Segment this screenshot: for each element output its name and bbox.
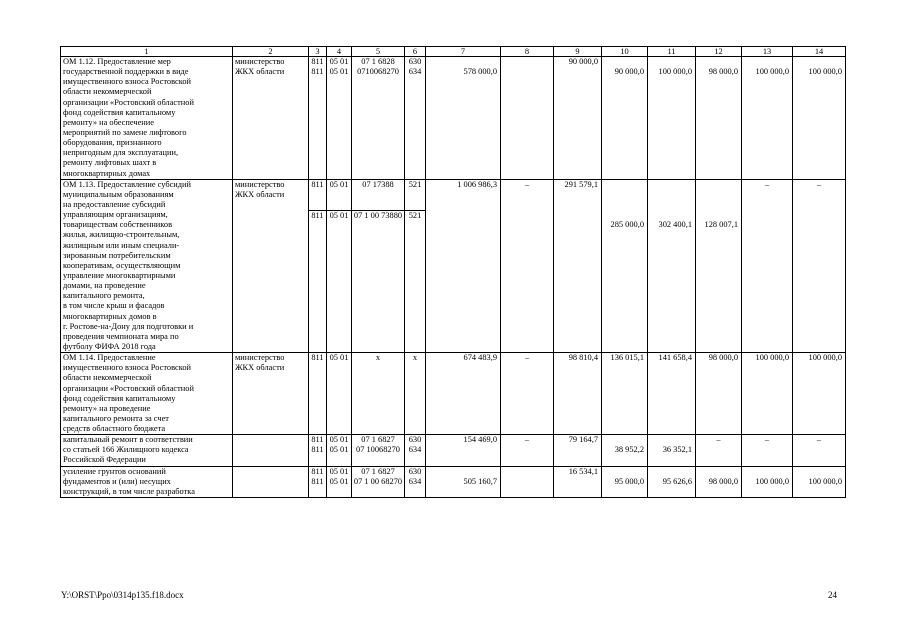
- section-code: 05 01: [327, 179, 352, 210]
- col-number: 4: [327, 47, 352, 57]
- table-row-soil-reinforcement: [61, 466, 846, 497]
- col-number: 6: [405, 47, 426, 57]
- measure-name: ОМ 1.13. Предоставление субсидий муниципальным образованиям на предоставление субсидий: [61, 179, 233, 210]
- value-col9: 291 579,1: [554, 179, 602, 352]
- grbs-code: 811 811: [309, 435, 327, 466]
- grbs-code: 811: [309, 210, 327, 352]
- expense-type-code: x: [405, 353, 426, 435]
- value-col10: 285 000,0: [602, 179, 648, 352]
- measure-name-continued: управляющим организациям, товариществам собственников жилья, жилищно-строительным, жилищным или иным специали- зированным потребительским кооперативам, осуществляющим управление многоквартирными домами, на проведение капитального ремонта, в том числе крыш и фасадов многоквартирных домов в г. Ростове-на-Дону для подготовки и проведения чемпионата мира по футболу ФИФА 2018 года: [61, 210, 233, 352]
- measure-name: усиление грунтов оснований фундаментов и (или) несущих конструкций, в том числе разработка: [61, 466, 233, 497]
- col-number: 10: [602, 47, 648, 57]
- value-col10: 95 000,0: [602, 466, 648, 497]
- value-col10: 38 952,2: [602, 435, 648, 466]
- section-code: 05 01: [327, 210, 352, 352]
- value-col11: 302 400,1: [648, 179, 696, 352]
- program-table: [60, 46, 846, 498]
- col-number: 14: [793, 47, 846, 57]
- col-number: 1: [61, 47, 233, 57]
- col-number: 7: [426, 47, 501, 57]
- value-col11: 100 000,0: [648, 57, 696, 180]
- grbs-code: 811: [309, 353, 327, 435]
- grbs-code: 811 811: [309, 466, 327, 497]
- table-row-om-1-14: [61, 353, 846, 435]
- page-number: 24: [828, 590, 837, 600]
- col-number: 12: [696, 47, 742, 57]
- col-number: 2: [233, 47, 309, 57]
- col-number: 13: [742, 47, 793, 57]
- value-col10: 90 000,0: [602, 57, 648, 180]
- target-code: 07 1 00 73880: [352, 210, 405, 352]
- value-col14: 100 000,0: [793, 353, 846, 435]
- grbs-code: 811: [309, 179, 327, 210]
- section-code: 05 01 05 01: [327, 466, 352, 497]
- document-file-path: Y:\ORST\Ppo\0314p135.f18.docx: [61, 590, 184, 600]
- value-col11: 141 658,4: [648, 353, 696, 435]
- value-col12: 98 000,0: [696, 353, 742, 435]
- total-amount: 578 000,0: [426, 57, 501, 180]
- value-col11: 36 352,1: [648, 435, 696, 466]
- value-col14: 100 000,0: [793, 57, 846, 180]
- value-col9: 79 164,7: [554, 435, 602, 466]
- value-col13: –: [742, 179, 793, 352]
- measure-name: ОМ 1.12. Предоставление мер государственной поддержки в виде имущественного взноса Ростовской области некоммерческой организации «Ростовский областной фонд содействия капитальному ремонту» на обеспечение мероприятий по замене лифтового оборудования, признанного непригодным для эксплуатации, ремонту лифтовых шахт в многоквартирных домах: [61, 57, 233, 180]
- value-col12: 128 007,1: [696, 179, 742, 352]
- col-number: 11: [648, 47, 696, 57]
- expense-type-code: 521: [405, 210, 426, 352]
- value-col8: [501, 57, 554, 180]
- total-amount: 154 469,0: [426, 435, 501, 466]
- expense-type-code: 630 634: [405, 466, 426, 497]
- total-amount: 1 006 986,3: [426, 179, 501, 352]
- value-col8: –: [501, 435, 554, 466]
- total-amount: 674 483,9: [426, 353, 501, 435]
- measure-name: ОМ 1.14. Предоставление имущественного взноса Ростовской области некоммерческой организации «Ростовский областной фонд содействия капитальному ремонту» на проведение капитального ремонта за счет средств областного бюджета: [61, 353, 233, 435]
- value-col9: 16 534,1: [554, 466, 602, 497]
- value-col12: 98 000,0: [696, 57, 742, 180]
- value-col9: 90 000,0: [554, 57, 602, 180]
- value-col9: 98 810,4: [554, 353, 602, 435]
- measure-name: капитальный ремонт в соответствии со статьей 166 Жилищного кодекса Российской Федерации: [61, 435, 233, 466]
- total-amount: 505 160,7: [426, 466, 501, 497]
- executor: министерство ЖКХ области: [233, 179, 309, 352]
- section-code: 05 01 05 01: [327, 57, 352, 180]
- value-col13: 100 000,0: [742, 353, 793, 435]
- section-code: 05 01 05 01: [327, 435, 352, 466]
- value-col8: [501, 466, 554, 497]
- col-number: 3: [309, 47, 327, 57]
- col-number: 5: [352, 47, 405, 57]
- executor: [233, 466, 309, 497]
- value-col12: 98 000,0: [696, 466, 742, 497]
- target-code: x: [352, 353, 405, 435]
- target-code: 07 1 6828 0710068270: [352, 57, 405, 180]
- value-col12: –: [696, 435, 742, 466]
- value-col13: 100 000,0: [742, 466, 793, 497]
- value-col8: –: [501, 353, 554, 435]
- target-code: 07 1 6827 07 1 00 68270: [352, 466, 405, 497]
- value-col13: 100 000,0: [742, 57, 793, 180]
- target-code: 07 1 6827 07 10068270: [352, 435, 405, 466]
- target-code: 07 17388: [352, 179, 405, 210]
- table-row-om-1-12: [61, 57, 846, 180]
- table-row-capital-repair: [61, 435, 846, 466]
- executor: министерство ЖКХ области: [233, 57, 309, 180]
- value-col8: –: [501, 179, 554, 352]
- value-col14: –: [793, 435, 846, 466]
- value-col13: –: [742, 435, 793, 466]
- section-code: 05 01: [327, 353, 352, 435]
- grbs-code: 811 811: [309, 57, 327, 180]
- col-number: 8: [501, 47, 554, 57]
- table-row-om-1-13: [61, 179, 846, 210]
- value-col10: 136 015,1: [602, 353, 648, 435]
- column-number-row: [61, 47, 846, 57]
- value-col14: –: [793, 179, 846, 352]
- expense-type-code: 521: [405, 179, 426, 210]
- value-col14: 100 000,0: [793, 466, 846, 497]
- executor: [233, 435, 309, 466]
- expense-type-code: 630 634: [405, 57, 426, 180]
- expense-type-code: 630 634: [405, 435, 426, 466]
- executor: министерство ЖКХ области: [233, 353, 309, 435]
- value-col11: 95 626,6: [648, 466, 696, 497]
- col-number: 9: [554, 47, 602, 57]
